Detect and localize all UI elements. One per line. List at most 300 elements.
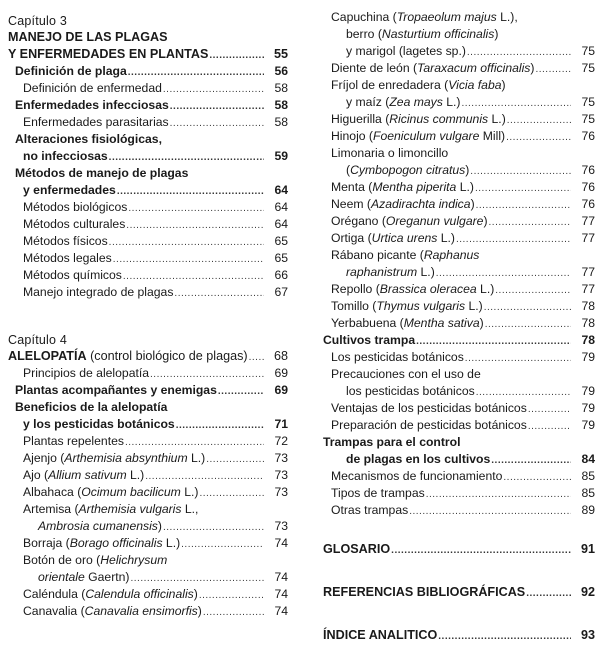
scientific-name: Mentha piperita <box>372 180 457 194</box>
page-number: 55 <box>273 47 288 61</box>
entry-title <box>346 43 466 60</box>
name-suffix: L., <box>181 502 199 516</box>
entry-title <box>23 467 144 484</box>
page-number: 69 <box>274 383 288 397</box>
entry-title: Definición de enfermedad <box>23 81 162 95</box>
page-number: 75 <box>581 95 595 109</box>
toc-entry[interactable] <box>316 43 595 60</box>
page-number: 73 <box>274 519 288 533</box>
right-column <box>316 9 595 644</box>
toc-entry[interactable] <box>8 416 288 433</box>
page-number: 89 <box>581 503 595 517</box>
leader-dots <box>176 417 264 434</box>
leader-dots <box>476 197 571 214</box>
common-name: los pesticidas botánicos <box>346 384 475 398</box>
common-name: y marigol ( <box>346 44 403 58</box>
toc-entry[interactable] <box>8 484 288 501</box>
toc-entry[interactable] <box>8 250 288 267</box>
scientific-name: Taraxacum officinalis <box>417 61 531 75</box>
entry-title <box>331 349 464 366</box>
name-suffix: ) <box>157 519 162 533</box>
toc-entry[interactable] <box>8 467 288 484</box>
leader-dots <box>489 214 571 231</box>
entry-title <box>331 196 475 213</box>
leader-dots <box>209 47 264 64</box>
entry-title <box>346 451 490 468</box>
toc-entry[interactable] <box>316 468 595 485</box>
common-name: Ajenjo ( <box>23 451 65 465</box>
toc-entry[interactable] <box>316 247 595 264</box>
leader-dots <box>409 503 571 520</box>
leader-dots <box>528 401 571 418</box>
toc-entry[interactable] <box>8 365 288 382</box>
common-name: Rábano picante ( <box>331 248 424 262</box>
toc-entry[interactable] <box>316 366 595 383</box>
page-number: 84 <box>581 452 595 466</box>
entry-title <box>331 298 483 315</box>
page-number: 76 <box>581 129 595 143</box>
page-number: 74 <box>274 587 288 601</box>
leader-dots <box>461 95 571 112</box>
common-name: Artemisa ( <box>23 502 79 516</box>
toc-entry[interactable] <box>8 552 288 569</box>
page-number: 72 <box>274 434 288 448</box>
common-name: Diente de león ( <box>331 61 418 75</box>
leader-dots <box>123 268 264 285</box>
page-number: 73 <box>274 485 288 499</box>
scientific-name: Brassica oleracea <box>379 282 477 296</box>
toc-entry[interactable] <box>316 230 595 247</box>
leader-dots <box>456 231 571 248</box>
chapter-3-title-line1 <box>8 29 288 46</box>
chapter-3-title-line2[interactable] <box>8 46 288 63</box>
toc-entry[interactable] <box>316 179 595 196</box>
leader-dots <box>170 115 264 132</box>
scientific-name: Tropaeolum majus <box>396 10 497 24</box>
entry-title <box>331 179 474 196</box>
page-number: 79 <box>581 350 595 364</box>
chapter-label: Capítulo 4 <box>8 333 67 347</box>
chapter-label: Capítulo 3 <box>8 14 67 28</box>
page-number: 58 <box>274 98 288 112</box>
toc-entry[interactable] <box>8 267 288 284</box>
entry-title: ÍNDICE ANALITICO <box>323 628 438 642</box>
back-matter-entry[interactable] <box>316 584 595 601</box>
entry-title <box>23 501 198 518</box>
page-number: 76 <box>581 163 595 177</box>
page-number: 73 <box>274 451 288 465</box>
toc-entry[interactable] <box>316 332 595 349</box>
page-number: 77 <box>581 231 595 245</box>
toc-entry[interactable] <box>316 502 595 519</box>
leader-dots <box>109 149 264 166</box>
name-suffix: L.) <box>162 536 181 550</box>
name-suffix: L.) <box>476 282 495 296</box>
page-number: 58 <box>274 81 288 95</box>
entry-title <box>346 383 475 400</box>
entry-title <box>323 434 461 451</box>
page-number: 93 <box>580 628 595 642</box>
toc-entry[interactable] <box>8 148 288 165</box>
leader-dots <box>467 44 571 61</box>
name-suffix: ) <box>530 61 535 75</box>
scientific-name: Thymus vulgaris <box>376 299 466 313</box>
leader-dots <box>150 366 264 383</box>
page-number: 64 <box>274 217 288 231</box>
toc-entry[interactable] <box>316 94 595 111</box>
leader-dots <box>470 163 571 180</box>
toc-entry[interactable] <box>316 485 595 502</box>
toc-entry[interactable] <box>316 451 595 468</box>
entry-title <box>346 26 498 43</box>
toc-entry[interactable] <box>8 114 288 131</box>
page-number: 77 <box>581 282 595 296</box>
toc-entry[interactable] <box>316 60 595 77</box>
scientific-name: Foeniculum vulgare <box>373 129 480 143</box>
page-number: 66 <box>274 268 288 282</box>
toc-entry[interactable] <box>316 349 595 366</box>
leader-dots <box>491 452 571 469</box>
leader-dots <box>170 98 264 115</box>
scientific-name: Calendula officinalis <box>85 587 194 601</box>
page-number: 67 <box>274 285 288 299</box>
toc-entry[interactable] <box>8 382 288 399</box>
name-suffix: L.) <box>442 95 461 109</box>
page-number: 76 <box>581 180 595 194</box>
name-suffix: ) <box>479 316 484 330</box>
toc-entry[interactable] <box>316 315 595 332</box>
entry-title: Métodos químicos <box>23 268 122 282</box>
toc-entry[interactable] <box>8 603 288 620</box>
leader-dots <box>485 316 571 333</box>
toc-entry[interactable] <box>8 518 288 535</box>
toc-entry[interactable] <box>316 213 595 230</box>
entry-title <box>331 366 481 383</box>
entry-title <box>331 485 425 502</box>
name-suffix: L.) <box>437 231 455 245</box>
entry-title <box>346 94 460 111</box>
common-name: Albahaca ( <box>23 485 82 499</box>
entry-title: Métodos legales <box>23 251 112 265</box>
chapter-3-label <box>8 12 288 29</box>
toc-entry[interactable] <box>8 216 288 233</box>
page-number: 78 <box>581 316 595 330</box>
toc-entry[interactable] <box>316 264 595 281</box>
leader-dots <box>203 604 264 621</box>
page-number: 64 <box>274 200 288 214</box>
leader-dots <box>163 519 264 536</box>
toc-entry[interactable] <box>8 569 288 586</box>
entry-title <box>331 111 506 128</box>
toc-entry[interactable] <box>8 501 288 518</box>
common-name: Trampas para el control <box>323 435 461 449</box>
common-name: Otras trampas <box>331 503 409 517</box>
page-number: 58 <box>274 115 288 129</box>
leader-dots <box>117 183 264 200</box>
page-number: 77 <box>581 265 595 279</box>
entry-title <box>331 400 527 417</box>
page-number: 85 <box>581 486 595 500</box>
entry-title <box>23 484 198 501</box>
entry-title: Definición de plaga <box>15 64 127 78</box>
entry-title: Principios de alelopatía <box>23 366 150 380</box>
entry-title: Beneficios de la alelopatía <box>15 400 168 414</box>
entry-title <box>38 518 162 535</box>
toc-entry[interactable] <box>316 434 595 451</box>
common-name: Los pesticidas botánicos <box>331 350 464 364</box>
chapter-title: Y ENFERMEDADES EN PLANTAS <box>8 47 209 61</box>
common-name: Ortiga ( <box>331 231 372 245</box>
entry-title <box>346 264 435 281</box>
entry-title <box>331 213 488 230</box>
toc-entry[interactable] <box>316 145 595 162</box>
scientific-name: Helichrysum <box>100 553 168 567</box>
common-name: Fríjol de enredadera ( <box>331 78 449 92</box>
common-name: Neem ( <box>331 197 371 211</box>
entry-title: REFERENCIAS BIBLIOGRÁFICAS <box>323 585 526 599</box>
leader-dots <box>495 282 571 299</box>
leader-dots <box>206 451 264 468</box>
toc-entry[interactable] <box>316 26 595 43</box>
name-suffix: Gaertn) <box>84 570 130 584</box>
back-matter <box>316 519 595 644</box>
entry-title <box>23 450 205 467</box>
scientific-name: raphanistrum <box>346 265 418 279</box>
entry-title <box>23 552 167 569</box>
toc-entry[interactable] <box>8 284 288 301</box>
common-name: Preparación de pesticidas botánicos <box>331 418 527 432</box>
page-number: 68 <box>273 349 288 363</box>
toc-entry[interactable] <box>316 77 595 94</box>
leader-dots <box>249 349 264 366</box>
leader-dots <box>476 384 571 401</box>
leader-dots <box>535 61 571 78</box>
page-number: 75 <box>581 112 595 126</box>
toc-entry[interactable] <box>316 162 595 179</box>
entry-title: GLOSARIO <box>323 542 391 556</box>
toc-entry[interactable] <box>316 111 595 128</box>
name-suffix: L.) <box>465 299 483 313</box>
page-number: 75 <box>581 61 595 75</box>
leader-dots <box>163 81 264 98</box>
page-number: 85 <box>581 469 595 483</box>
entry-title <box>23 586 198 603</box>
leader-dots <box>465 350 571 367</box>
leader-dots <box>391 542 571 559</box>
entry-title <box>23 603 202 620</box>
leader-dots <box>436 265 571 282</box>
scientific-name: Allium sativum <box>48 468 127 482</box>
toc-entry[interactable] <box>8 80 288 97</box>
toc-entry[interactable] <box>8 63 288 80</box>
scientific-name: Arthemisia vulgaris <box>78 502 182 516</box>
entry-title: Enfermedades infecciosas <box>15 98 169 112</box>
scientific-name: Mentha sativa <box>403 316 480 330</box>
toc-entry[interactable] <box>316 298 595 315</box>
chapter-title: ALELOPATÍA <box>8 349 87 363</box>
entry-title <box>331 128 505 145</box>
name-suffix: L.) <box>488 112 506 126</box>
page-number: 64 <box>274 183 288 197</box>
entry-title <box>331 77 506 94</box>
leader-dots <box>199 485 264 502</box>
scientific-name: Nasturtium officinalis <box>381 27 495 41</box>
toc-entry[interactable] <box>8 535 288 552</box>
common-name: Tipos de trampas <box>331 486 425 500</box>
scientific-name: Azadirachta indica <box>370 197 471 211</box>
scientific-name: Cymbopogon citratus <box>350 163 466 177</box>
chapter-subtitle: (control biológico de plagas) <box>86 349 248 363</box>
entry-title: Alteraciones fisiológicas, <box>15 132 162 146</box>
page-number: 92 <box>580 585 595 599</box>
toc-entry[interactable] <box>8 233 288 250</box>
common-name: Cultivos trampa <box>323 333 416 347</box>
toc-entry[interactable] <box>8 199 288 216</box>
leader-dots <box>181 536 264 553</box>
page-number: 78 <box>581 299 595 313</box>
chapter-4-entries <box>8 365 288 620</box>
leader-dots <box>128 200 264 217</box>
common-name: Hinojo ( <box>331 129 373 143</box>
page-number: 65 <box>274 234 288 248</box>
page-number: 74 <box>274 570 288 584</box>
toc-entry[interactable] <box>316 9 595 26</box>
entry-title <box>331 281 494 298</box>
page-number: 69 <box>274 366 288 380</box>
left-column <box>8 12 288 620</box>
entry-title <box>323 332 415 349</box>
common-name: Ventajas de los pesticidas botánicos <box>331 401 527 415</box>
page-number: 73 <box>274 468 288 482</box>
toc-entry[interactable] <box>316 128 595 145</box>
page-number: 77 <box>581 214 595 228</box>
toc-entry[interactable] <box>8 586 288 603</box>
name-suffix: lagetes sp.) <box>402 44 466 58</box>
common-name: Repollo ( <box>331 282 380 296</box>
page-number: 59 <box>274 149 288 163</box>
common-name: Canavalia ( <box>23 604 85 618</box>
entry-title: no infecciosas <box>23 149 108 163</box>
name-suffix: L.) <box>417 265 435 279</box>
toc-entry[interactable] <box>8 131 288 148</box>
page-number: 76 <box>581 197 595 211</box>
leader-dots <box>145 468 264 485</box>
toc-entry[interactable] <box>316 196 595 213</box>
right-column-entries <box>316 9 595 519</box>
entry-title: Enfermedades parasitarias <box>23 115 169 129</box>
toc-entry[interactable] <box>8 182 288 199</box>
leader-dots <box>416 333 571 350</box>
leader-dots <box>218 383 264 400</box>
entry-title <box>331 468 502 485</box>
entry-title: Métodos de manejo de plagas <box>15 166 189 180</box>
toc-entry[interactable] <box>8 165 288 182</box>
name-suffix: L.) <box>180 485 199 499</box>
toc-entry[interactable] <box>316 383 595 400</box>
name-suffix: L.) <box>126 468 145 482</box>
entry-title <box>331 247 479 264</box>
common-name: de plagas en los cultivos <box>346 452 491 466</box>
toc-entry[interactable] <box>8 399 288 416</box>
back-matter-entry[interactable] <box>316 627 595 644</box>
name-suffix: L.) <box>456 180 474 194</box>
entry-title: Plantas repelentes <box>23 434 124 448</box>
leader-dots <box>130 570 264 587</box>
toc-entry[interactable] <box>8 433 288 450</box>
name-suffix: ) <box>483 214 488 228</box>
scientific-name: Ocimum bacilicum <box>81 485 181 499</box>
common-name: Caléndula ( <box>23 587 86 601</box>
scientific-name: orientale <box>38 570 85 584</box>
leader-dots <box>438 628 571 645</box>
leader-dots <box>484 299 571 316</box>
name-suffix: ) <box>197 604 202 618</box>
scientific-name: Zea mays <box>389 95 443 109</box>
entry-title <box>38 569 129 586</box>
page-number: 71 <box>274 417 288 431</box>
chapter-4-title[interactable] <box>8 348 288 365</box>
common-name: Ajo ( <box>23 468 49 482</box>
common-name: Higuerilla ( <box>331 112 390 126</box>
toc-entry[interactable] <box>316 417 595 434</box>
common-name: Limonaria o limoncillo <box>331 146 449 160</box>
entry-title: Métodos culturales <box>23 217 126 231</box>
entry-title <box>346 162 469 179</box>
scientific-name: Ricinus communis <box>389 112 489 126</box>
common-name: Yerbabuena ( <box>331 316 404 330</box>
toc-entry[interactable] <box>8 97 288 114</box>
common-name: Menta ( <box>331 180 373 194</box>
leader-dots <box>125 434 264 451</box>
entry-title <box>331 315 484 332</box>
leader-dots <box>199 587 264 604</box>
chapter-4-label <box>8 331 288 348</box>
name-suffix: ) <box>501 78 506 92</box>
leader-dots <box>475 180 571 197</box>
entry-title: Métodos biológicos <box>23 200 128 214</box>
page-number: 79 <box>581 418 595 432</box>
page-number: 74 <box>274 604 288 618</box>
back-matter-entry[interactable] <box>316 541 595 558</box>
scientific-name: Vicia faba <box>448 78 502 92</box>
toc-entry[interactable] <box>316 281 595 298</box>
common-name: Botón de oro ( <box>23 553 101 567</box>
scientific-name: Ambrosia cumanensis <box>38 519 158 533</box>
leader-dots <box>526 585 571 602</box>
entry-title <box>331 417 527 434</box>
page-number: 56 <box>274 64 288 78</box>
entry-title <box>331 230 455 247</box>
name-suffix: L.) <box>187 451 206 465</box>
toc-entry[interactable] <box>8 450 288 467</box>
scientific-name: Raphanus <box>423 248 480 262</box>
leader-dots <box>503 469 571 486</box>
leader-dots <box>528 418 571 435</box>
leader-dots <box>174 285 264 302</box>
page-number: 79 <box>581 401 595 415</box>
entry-title: y enfermedades <box>23 183 116 197</box>
name-suffix: ) <box>465 163 470 177</box>
scientific-name: Urtica urens <box>371 231 438 245</box>
name-suffix: L.), <box>496 10 518 24</box>
entry-title: Manejo integrado de plagas <box>23 285 174 299</box>
page-number: 91 <box>580 542 595 556</box>
leader-dots <box>109 234 264 251</box>
name-suffix: ) <box>193 587 198 601</box>
toc-entry[interactable] <box>316 400 595 417</box>
scientific-name: Oreganun vulgare <box>385 214 484 228</box>
scientific-name: Borago officinalis <box>69 536 163 550</box>
